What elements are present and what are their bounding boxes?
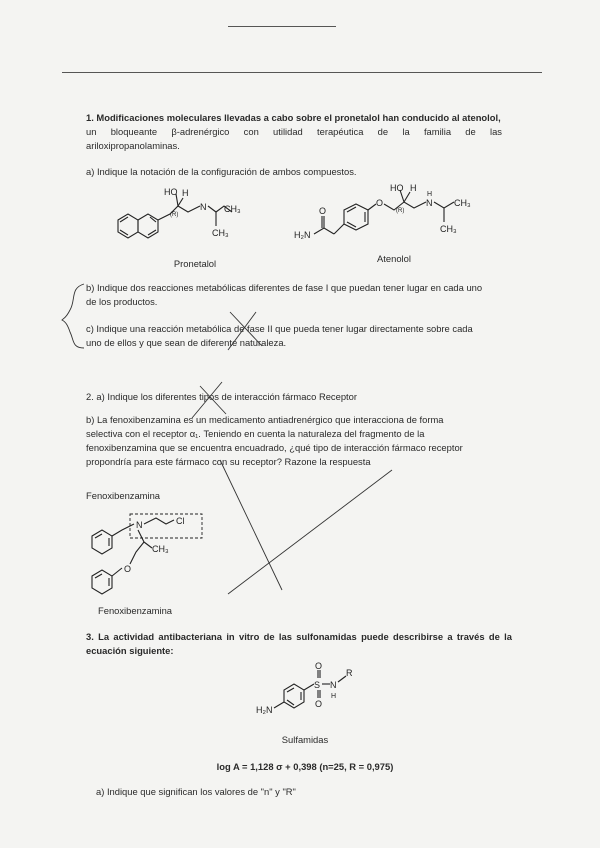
q1-part-a: a) Indique la notación de la configuración de ambos compuestos. (86, 166, 357, 177)
sulfonamide-n: N (330, 680, 337, 690)
q2-part-b-line-2: selectiva con el receptor α₁. Teniendo en cuenta la naturaleza del fragmento de la (86, 428, 425, 439)
sulfonamide-caption: Sulfamidas (281, 734, 329, 745)
sulfonamide-o-bottom: O (315, 699, 323, 709)
q1-part-b-line-1: b) Indique dos reacciones metabólicas diferentes de fase I que puedan tener lugar en cada uno (86, 282, 483, 293)
phenoxybenzamine-name-bottom: Fenoxibenzamina (98, 605, 173, 616)
pronetalol-name: Pronetalol (173, 258, 217, 269)
large-cross-stroke-2 (228, 470, 392, 594)
atenolol-name: Atenolol (377, 253, 411, 264)
pronetalol-ho: HO (164, 187, 178, 197)
q1-part-c-line-1: c) Indique una reacción metabólica de fase II que pueda tener lugar directamente sobre cada (86, 323, 473, 334)
atenolol-h: H (410, 183, 417, 193)
q2-part-b-line-4: propondría para este fármaco con su receptor? Razone la respuesta (86, 456, 371, 467)
atenolol-h2n: H₂N (294, 230, 311, 240)
q3-line-2: ecuación siguiente: (86, 645, 174, 656)
phenoxybenzamine-name-top: Fenoxibenzamina (86, 490, 161, 501)
q2-part-b-line-3: fenoxibenzamina que se encuentra encuadrado, ¿qué tipo de interacción fármaco receptor (86, 442, 463, 453)
atenolol-ch3-top: CH₃ (454, 198, 471, 208)
sulfonamide-o-top: O (315, 661, 323, 671)
phenoxybenzamine-cl: Cl (176, 516, 185, 526)
atenolol-r-label: (R) (396, 208, 405, 214)
atenolol-carbonyl-o: O (319, 206, 327, 216)
cross-mark-2a (200, 386, 226, 414)
q1-part-c-line-2: uno de ellos y que sean de diferente naturaleza. (86, 337, 287, 348)
sulfonamide-h2n: H₂N (256, 705, 273, 715)
phenoxybenzamine-ch3: CH₃ (152, 544, 169, 554)
pronetalol-h: H (182, 188, 189, 198)
q2-part-b-line-1: b) La fenoxibenzamina es un medicamento antiadrenérgico que interacciona de forma (86, 414, 444, 425)
atenolol-o: O (376, 198, 384, 208)
cross-mark-2b (192, 382, 222, 418)
sulfonamide-s: S (314, 680, 321, 690)
q1-line-1: 1. Modificaciones moleculares llevadas a cabo sobre el pronetalol han conducido al atenolol, (86, 112, 501, 123)
q1-line-2: un bloqueante β-adrenérgico con utilidad terapéutica de la familia de las (86, 126, 502, 137)
q3-line-1: 3. La actividad antibacteriana in vitro de las sulfonamidas puede describirse a través de la (86, 631, 512, 642)
q1-line-3: ariloxipropanolaminas. (86, 140, 180, 151)
q2-part-a: 2. a) Indique los diferentes tipos de interacción fármaco Receptor (86, 391, 357, 402)
phenoxybenzamine-o: O (124, 564, 132, 574)
atenolol-nh: H (427, 191, 433, 198)
q1-part-b-line-2: de los productos. (86, 296, 158, 307)
phenoxybenzamine-n: N (136, 520, 143, 530)
q3-equation: log A = 1,128 σ + 0,398 (n=25, R = 0,975) (216, 761, 394, 772)
pronetalol-r-label: (R) (170, 212, 179, 218)
sulfonamide-r: R (346, 668, 353, 678)
large-cross-stroke-1 (220, 460, 282, 590)
atenolol-ho: HO (390, 183, 404, 193)
cross-mark-1b (228, 312, 256, 350)
curly-brace-mark (62, 284, 84, 348)
pronetalol-ch3-bottom: CH₃ (212, 228, 229, 238)
atenolol-ch3-bottom: CH₃ (440, 224, 457, 234)
pronetalol-n: N (200, 202, 207, 212)
sulfonamide-nh: H (331, 693, 337, 700)
q3-part-a: a) Indique que significan los valores de "n" y "R" (96, 786, 296, 797)
pronetalol-ch3-top: CH₃ (224, 204, 241, 214)
atenolol-n: N (426, 198, 433, 208)
